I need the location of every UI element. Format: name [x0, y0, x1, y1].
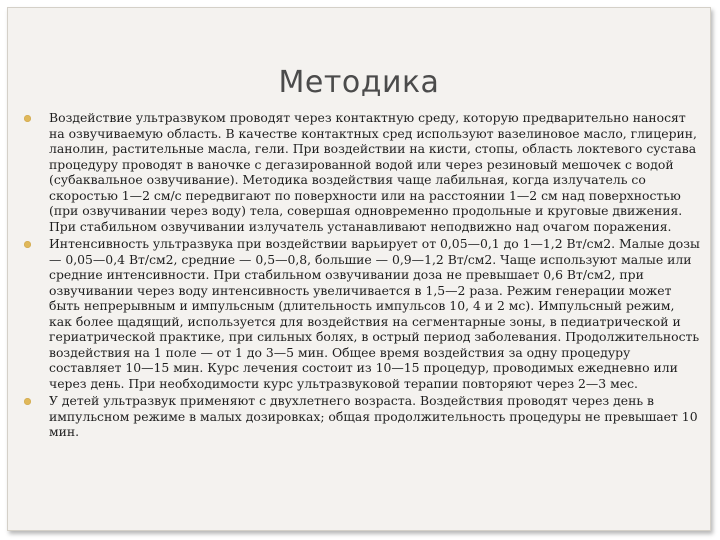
bullet-text: У детей ультразвук применяют с двухлетнего возраста. Воздействия проводят через день в импульсном режиме в малых дозировках; общая продолжительность процедуры не превышает 10 мин.: [49, 393, 698, 439]
bullet-item-application: [40, 110, 700, 234]
bullet-marker-icon: [24, 398, 31, 405]
bullet-marker-icon: [24, 241, 31, 248]
slide-title: Методика: [278, 65, 440, 100]
bullet-item-children: [40, 393, 700, 440]
bullet-marker-icon: [24, 115, 31, 122]
bullet-list: [40, 110, 700, 442]
bullet-text: Воздействие ультразвуком проводят через контактную среду, которую предварительно наносят на озвучиваемую область. В качестве контактных сред используют вазелиновое масло, глицерин, ланолин, растительные масла, гели. При воздействии на кисти, стопы, область локтевого сустава процедуру проводят в ваночке с дегазированной водой или через резиновый мешочек с водой (субаквальное озвучивание). Методика воздействия чаще лабильная, когда излучатель со скоростью 1—2 см/с передвигают по поверхности или на расстоянии 1—2 см над поверхностью (при озвучивании через воду) тела, совершая одновременно продольные и круговые движения. При стабильном озвучивании излучатель устанавливают неподвижно над очагом поражения.: [49, 110, 697, 234]
bullet-text: Интенсивность ультразвука при воздействии варьирует от 0,05—0,1 до 1—1,2 Вт/см2. Малые дозы — 0,05—0,4 Вт/см2, средние — 0,5—0,8, большие — 0,9—1,2 Вт/см2. Чаще используют малые или средние интенсивности. При стабильном озвучивании доза не превышает 0,6 Вт/см2, при озвучивании через воду интенсивность увеличивается в 1,5—2 раза. Режим генерации может быть непрерывным и импульсным (длительность импульсов 10, 4 и 2 мс). Импульсный режим, как более щадящий, используется для воздействия на сегментарные зоны, в педиатрической и гериатрической практике, при сильных болях, в острый период заболевания. Продолжительность воздействия на 1 поле — от 1 до 3—5 мин. Общее время воздействия за одну процедуру составляет 10—15 мин. Курс лечения состоит из 10—15 процедур, проводимых ежедневно или через день. При необходимости курс ультразвуковой терапии повторяют через 2—3 мес.: [49, 236, 700, 391]
bullet-item-intensity: [40, 236, 700, 391]
slide: [7, 7, 711, 531]
